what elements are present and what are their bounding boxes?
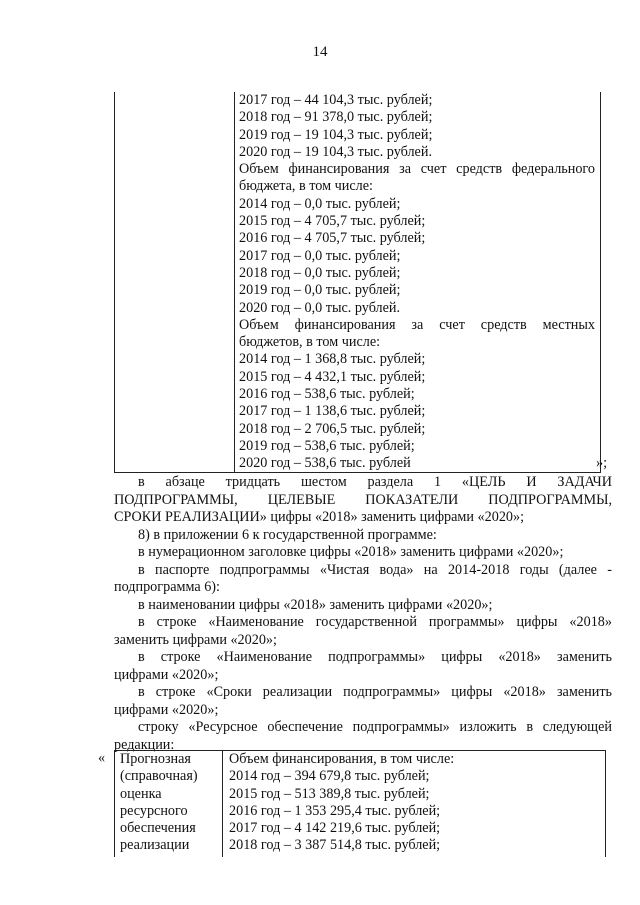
table-line: 2015 год – 513 389,8 тыс. рублей; (229, 785, 430, 802)
opening-quote: « (98, 750, 106, 766)
paragraph-line: в нумерационном заголовке цифры «2018» заменить цифрами «2020»; (138, 544, 564, 560)
value-cell (229, 751, 454, 855)
table-line: 2014 год – 1 368,8 тыс. рублей; (239, 351, 426, 368)
table-line: 2017 год – 0,0 тыс. рублей; (239, 247, 401, 264)
financing-table-top (114, 92, 601, 473)
table-line: 2020 год – 0,0 тыс. рублей. (239, 299, 401, 316)
table-line: 2015 год – 4 432,1 тыс. рублей; (239, 368, 426, 385)
table-line: 2014 год – 0,0 тыс. рублей; (239, 195, 401, 212)
table-line: 2016 год – 538,6 тыс. рублей; (239, 386, 415, 403)
table-line: 2017 год – 4 142 219,6 тыс. рублей; (229, 820, 441, 837)
table-line: Объем финансирования за счет средств федерального (239, 161, 595, 178)
column-divider (222, 751, 223, 857)
table-line: 2016 год – 4 705,7 тыс. рублей; (239, 230, 426, 247)
table-line: Объем финансирования, в том числе: (229, 751, 455, 767)
paragraph-line: строку «Ресурсное обеспечение подпрограммы» изложить в следующей (138, 719, 612, 735)
table-line: 2017 год – 1 138,6 тыс. рублей; (239, 403, 426, 420)
table-line: 2019 год – 538,6 тыс. рублей; (239, 437, 415, 454)
table-line: 2020 год – 19 104,3 тыс. рублей. (239, 143, 432, 160)
column-divider (234, 92, 235, 472)
paragraph-line: цифрами «2020»; (114, 701, 219, 718)
table-line: 2019 год – 19 104,3 тыс. рублей; (239, 126, 433, 143)
paragraph-line: заменить цифрами «2020»; (114, 631, 277, 648)
paragraph-line: редакции: (114, 736, 175, 753)
financing-lines (239, 92, 595, 473)
table-line: 2020 год – 538,6 тыс. рублей (239, 455, 411, 472)
table-line: (справочная) (120, 768, 198, 785)
resource-table (114, 750, 606, 857)
table-line: 2017 год – 44 104,3 тыс. рублей; (239, 92, 433, 108)
row-header-cell (120, 751, 198, 855)
paragraph-line: в паспорте подпрограммы «Чистая вода» на 2014-2018 годы (далее - (138, 561, 612, 578)
table-line: обеспечения (120, 820, 196, 837)
table-line: 2016 год – 1 353 295,4 тыс. рублей; (229, 802, 441, 819)
paragraph-line: в наименовании цифры «2018» заменить цифрами «2020»; (138, 596, 493, 613)
paragraph-line: 8) в приложении 6 к государственной программе: (138, 526, 437, 543)
table-line: Объем финансирования за счет средств местных (239, 316, 595, 333)
table-line: оценка (120, 785, 162, 802)
paragraph-line: в строке «Наименование государственной программы» цифры «2018» (138, 614, 612, 630)
table-line: 2019 год – 0,0 тыс. рублей; (239, 282, 401, 299)
table-line: 2018 год – 91 378,0 тыс. рублей; (239, 109, 433, 126)
paragraph-line: в абзаце тридцать шестом раздела 1 «ЦЕЛЬ И ЗАДАЧИ (138, 474, 612, 490)
table-line: 2018 год – 2 706,5 тыс. рублей; (239, 420, 426, 437)
paragraph-line: цифрами «2020»; (114, 666, 219, 683)
table-line: 2015 год – 4 705,7 тыс. рублей; (239, 213, 426, 230)
paragraph-line: СРОКИ РЕАЛИЗАЦИИ» цифры «2018» заменить цифрами «2020»; (114, 509, 525, 525)
table-line: 2018 год – 0,0 тыс. рублей; (239, 264, 401, 281)
table-line: бюджетов, в том числе: (239, 334, 381, 351)
page-number: 14 (312, 44, 328, 60)
paragraph-line: подпрограмма 6): (114, 579, 220, 595)
table-line: Прогнозная (120, 751, 191, 767)
table-line: бюджета, в том числе: (239, 178, 373, 195)
table-line: 2018 год – 3 387 514,8 тыс. рублей; (229, 837, 441, 854)
paragraph-line: ПОДПРОГРАММЫ, ЦЕЛЕВЫЕ ПОКАЗАТЕЛИ ПОДПРОГРАММЫ, (114, 491, 612, 508)
closing-quote: »; (596, 455, 608, 471)
table-line: 2014 год – 394 679,8 тыс. рублей; (229, 768, 430, 785)
table-line: реализации (120, 837, 190, 854)
paragraph-line: в строке «Наименование подпрограммы» цифры «2018» заменить (138, 649, 612, 665)
table-line: ресурсного (120, 802, 188, 819)
paragraph-line: в строке «Сроки реализации подпрограммы» цифры «2018» заменить (138, 684, 612, 700)
